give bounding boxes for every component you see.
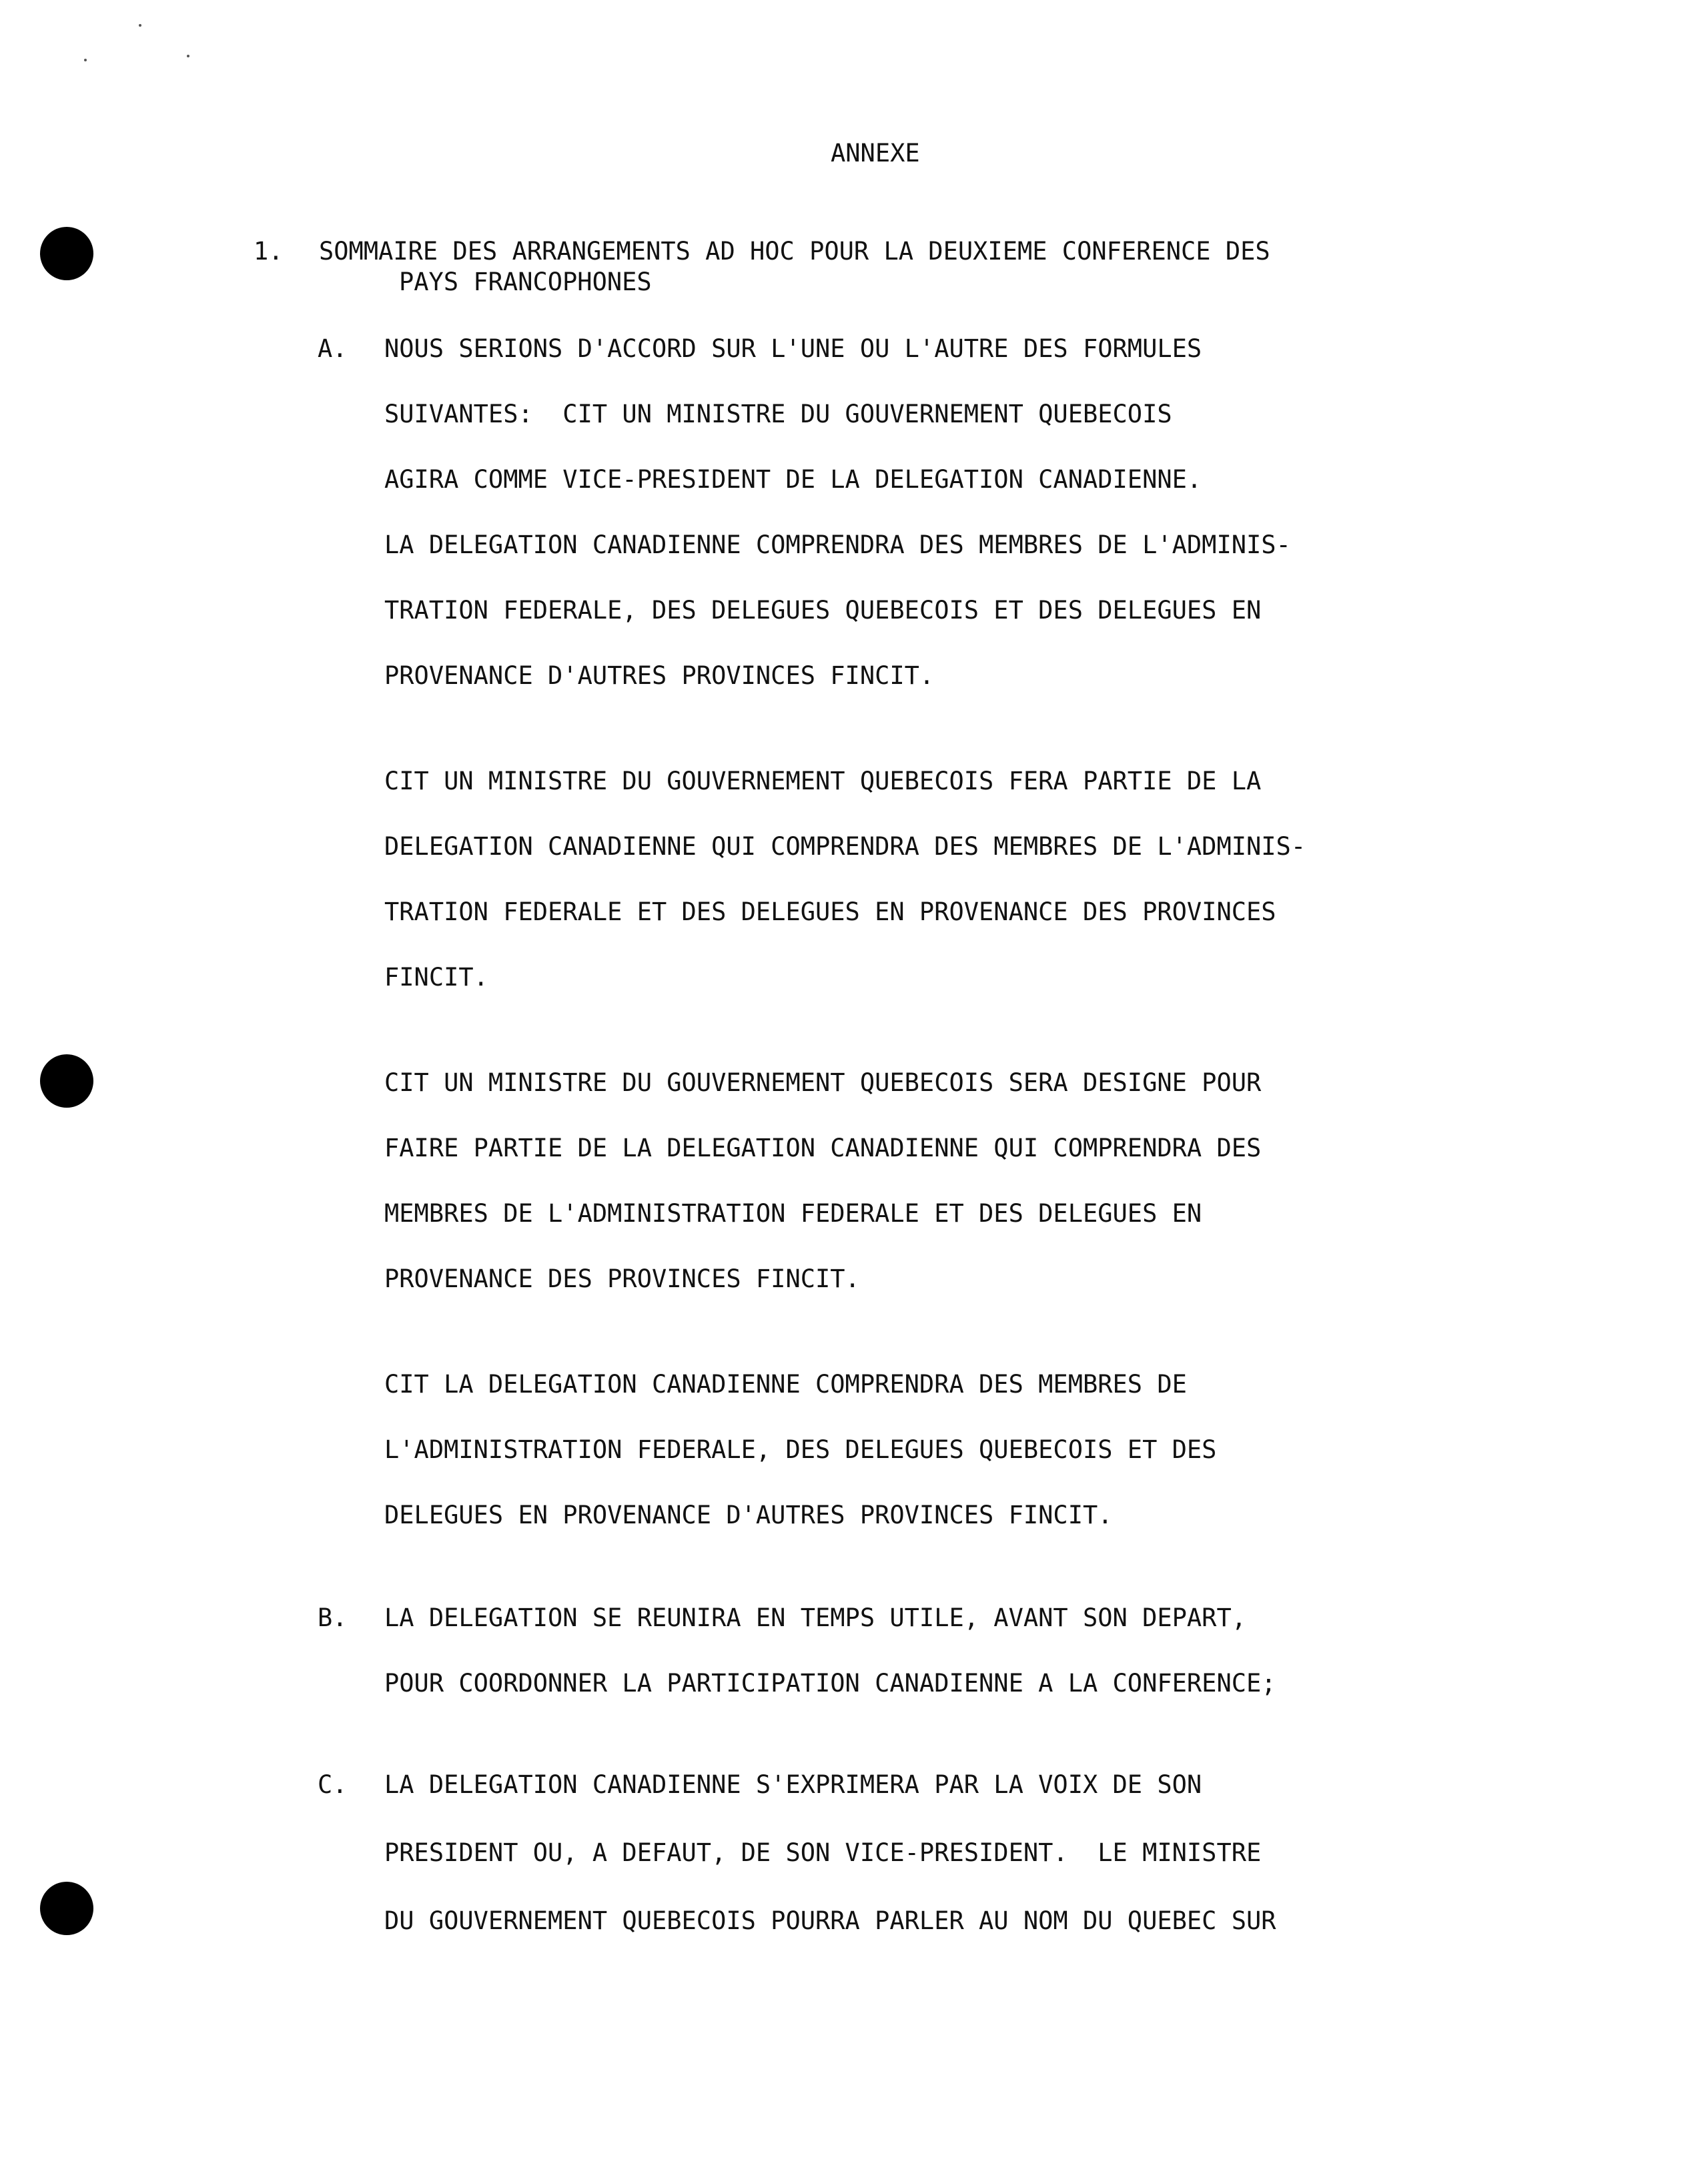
item-b-marker: B. — [318, 1603, 348, 1632]
item-c-marker: C. — [318, 1770, 348, 1799]
item-a-line: LA DELEGATION CANADIENNE COMPRENDRA DES MEMBRES DE L'ADMINIS- — [384, 530, 1291, 559]
option-2-line: TRATION FEDERALE ET DES DELEGUES EN PROVENANCE DES PROVINCES — [384, 897, 1276, 926]
scan-speck — [187, 55, 189, 57]
item-b-line: POUR COORDONNER LA PARTICIPATION CANADIENNE A LA CONFERENCE; — [384, 1669, 1276, 1698]
item-c-line: DU GOUVERNEMENT QUEBECOIS POURRA PARLER AU NOM DU QUEBEC SUR — [384, 1906, 1276, 1935]
scan-speck — [139, 24, 141, 27]
page-title: ANNEXE — [831, 139, 920, 167]
section-heading-line-1: SOMMAIRE DES ARRANGEMENTS AD HOC POUR LA DEUXIEME CONFERENCE DES — [319, 237, 1270, 266]
option-4-line: DELEGUES EN PROVENANCE D'AUTRES PROVINCES FINCIT. — [384, 1501, 1113, 1529]
option-3-line: MEMBRES DE L'ADMINISTRATION FEDERALE ET DES DELEGUES EN — [384, 1199, 1202, 1228]
item-a-line: AGIRA COMME VICE-PRESIDENT DE LA DELEGATION CANADIENNE. — [384, 465, 1202, 494]
option-3-line: CIT UN MINISTRE DU GOUVERNEMENT QUEBECOIS SERA DESIGNE POUR — [384, 1068, 1262, 1097]
option-3-line: FAIRE PARTIE DE LA DELEGATION CANADIENNE QUI COMPRENDRA DES — [384, 1134, 1262, 1162]
item-c-line: LA DELEGATION CANADIENNE S'EXPRIMERA PAR LA VOIX DE SON — [384, 1770, 1202, 1799]
item-b-line: LA DELEGATION SE REUNIRA EN TEMPS UTILE, AVANT SON DEPART, — [384, 1603, 1247, 1632]
section-number: 1. — [254, 237, 284, 266]
item-a-line: NOUS SERIONS D'ACCORD SUR L'UNE OU L'AUTRE DES FORMULES — [384, 334, 1202, 363]
option-2-line: FINCIT. — [384, 963, 488, 992]
item-a-marker: A. — [318, 334, 348, 363]
item-a-line: SUIVANTES: CIT UN MINISTRE DU GOUVERNEMENT QUEBECOIS — [384, 400, 1172, 428]
scan-speck — [84, 59, 87, 61]
option-4-line: CIT LA DELEGATION CANADIENNE COMPRENDRA DES MEMBRES DE — [384, 1370, 1187, 1399]
item-a-line: TRATION FEDERALE, DES DELEGUES QUEBECOIS ET DES DELEGUES EN — [384, 596, 1262, 625]
item-a-line: PROVENANCE D'AUTRES PROVINCES FINCIT. — [384, 661, 935, 690]
item-c-line: PRESIDENT OU, A DEFAUT, DE SON VICE-PRESIDENT. LE MINISTRE — [384, 1838, 1262, 1867]
punch-hole-bottom — [40, 1882, 93, 1935]
section-heading-line-2: PAYS FRANCOPHONES — [399, 268, 652, 296]
option-4-line: L'ADMINISTRATION FEDERALE, DES DELEGUES QUEBECOIS ET DES — [384, 1435, 1217, 1464]
punch-hole-middle — [40, 1054, 93, 1108]
option-3-line: PROVENANCE DES PROVINCES FINCIT. — [384, 1264, 860, 1293]
option-2-line: CIT UN MINISTRE DU GOUVERNEMENT QUEBECOIS FERA PARTIE DE LA — [384, 767, 1262, 795]
punch-hole-top — [40, 227, 93, 280]
option-2-line: DELEGATION CANADIENNE QUI COMPRENDRA DES MEMBRES DE L'ADMINIS- — [384, 832, 1306, 861]
